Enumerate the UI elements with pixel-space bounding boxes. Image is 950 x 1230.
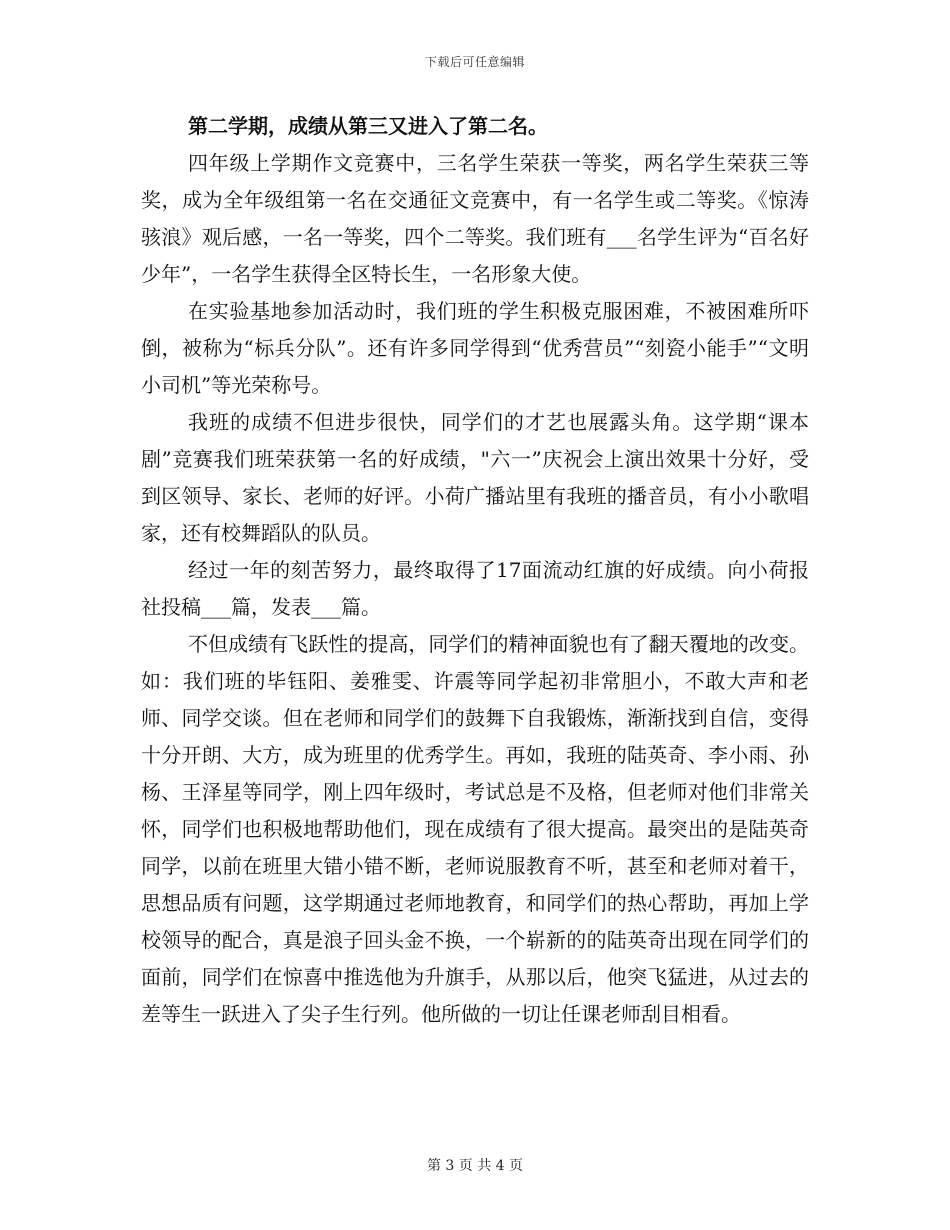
paragraph-red-flags: 经过一年的刻苦努力，最终取得了17面流动红旗的好成绩。向小荷报社投稿___篇，发表___篇。 [141, 558, 809, 619]
page-header-note: 下载后可任意编辑 [424, 55, 525, 69]
paragraph-spirit-change: 不但成绩有飞跃性的提高，同学们的精神面貌也有了翻天覆地的改变。如：我们班的毕钰阳、姜雅雯、许震等同学起初非常胆小，不敢大声和老师、同学交谈。但在老师和同学们的鼓舞下自我锻炼，渐渐找到自信，变得十分开朗、大方，成为班里的优秀学生。再如，我班的陆英奇、李小雨、孙杨、王泽星等同学，刚上四年级时，考试总是不及格，但老师对他们非常关怀，同学们也积极地帮助他们，现在成绩有了很大提高。最突出的是陆英奇同学，以前在班里大错小错不断，老师说服教育不听，甚至和老师对着干，思想品质有问题，这学期通过老师地教育，和同学们的热心帮助，再加上学校领导的配合，真是浪子回头金不换，一个崭新的的陆英奇出现在同学们的面前，同学们在惊喜中推选他为升旗手，从那以后，他突飞猛进，从过去的差等生一跃进入了尖子生行列。他所做的一切让任课老师刮目相看。 [141, 632, 809, 1026]
paragraph-awards: 四年级上学期作文竞赛中，三名学生荣获一等奖，两名学生荣获三等奖，成为全年级组第一名在交通征文竞赛中，有一名学生或二等奖。《惊涛骇浪》观后感，一名一等奖，四个二等奖。我们班有___名学生评为“百名好少年”，一名学生获得全区特长生，一名形象大使。 [141, 151, 809, 286]
document-body [141, 108, 809, 1033]
paragraph-base-activity: 在实验基地参加活动时，我们班的学生积极克服困难，不被困难所吓倒，被称为“标兵分队”。还有许多同学得到“优秀营员”“刻瓷小能手”“文明小司机”等光荣称号。 [141, 299, 809, 397]
page-number: 第 3 页 共 4 页 [426, 1158, 524, 1174]
paragraph-talents: 我班的成绩不但进步很快，同学们的才艺也展露头角。这学期“课本剧”竞赛我们班荣获第一名的好成绩，"六一”庆祝会上演出效果十分好，受到区领导、家长、老师的好评。小荷广播站里有我班的播音员，有小小歌唱家，还有校舞蹈队的队员。 [141, 410, 809, 545]
section-heading: 第二学期，成绩从第三又进入了第二名。 [188, 114, 548, 138]
